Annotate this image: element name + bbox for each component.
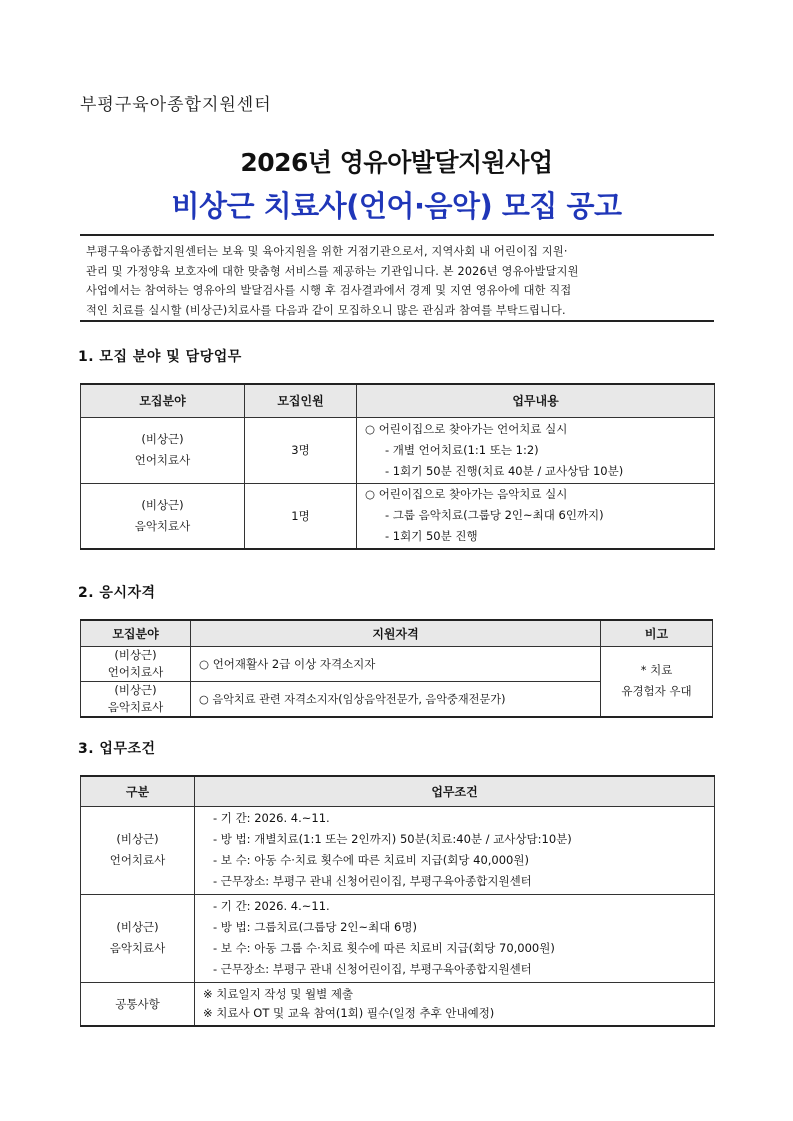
title-line-1: 2026년 영유아발달지원사업 [240,148,553,177]
recruit-duties-cell [357,417,715,483]
conditions-label-common: 공통사항 [81,982,195,1026]
qualification-table [80,619,713,718]
conditions-items-cell [195,894,715,982]
field-line: 음악치료사 [107,699,164,714]
conditions-label-cell [81,894,195,982]
header-qualification: 지원자격 [191,620,601,646]
qualification-text: ○ 음악치료 관련 자격소지자(임상음악전문가, 음악중재전문가) [191,681,601,717]
qualification-header-row [81,620,713,646]
recruit-table [80,383,715,550]
duty-item: ○ 어린이집으로 찾아가는 음악치료 실시 [365,487,568,502]
duty-item: - 1회기 50분 진행(치료 40분 / 교사상담 10분) [385,463,624,478]
field-line: (비상근) [114,682,157,697]
duty-item: ○ 어린이집으로 찾아가는 언어치료 실시 [365,421,568,436]
label-line: (비상근) [116,832,159,846]
conditions-row-common [81,982,715,1026]
duty-item: - 그룹 음악치료(그룹당 2인~최대 6인까지) [385,508,604,523]
note-line: 유경험자 우대 [621,684,692,698]
field-line: (비상근) [141,432,184,446]
recruit-row-speech [81,417,715,483]
condition-item: ※ 치료사 OT 및 교육 참여(1회) 필수(일정 추후 안내예정) [203,1005,495,1020]
header-count: 모집인원 [245,384,357,417]
label-line: (비상근) [116,920,159,934]
condition-item: - 근무장소: 부평구 관내 신청어린이집, 부평구육아종합지원센터 [213,874,532,888]
condition-item: - 보 수: 아동 수·치료 횟수에 따른 치료비 지급(회당 40,000원) [213,853,529,867]
label-line: 음악치료사 [109,941,166,955]
recruit-field-cell [81,483,245,549]
section1-heading: 1. 모집 분야 및 담당업무 [78,349,242,365]
qualification-field-cell [81,681,191,717]
conditions-items-cell [195,806,715,894]
condition-item: - 기 간: 2026. 4.~11. [213,811,330,825]
conditions-items-cell [195,982,715,1026]
conditions-row-music [81,894,715,982]
conditions-table [80,775,715,1027]
conditions-row-speech [81,806,715,894]
section2-heading: 2. 응시자격 [78,585,156,601]
header-conditions: 업무조건 [195,776,715,806]
field-line: 언어치료사 [107,664,164,679]
recruit-duties-cell [357,483,715,549]
condition-item: - 방 법: 개별치료(1:1 또는 2인까지) 50분(치료:40분 / 교사상담:10분) [213,832,572,846]
header-field: 모집분야 [81,384,245,417]
recruit-count: 1명 [245,483,357,549]
recruit-field-cell [81,417,245,483]
field-line: 음악치료사 [134,518,191,533]
header-field: 모집분야 [81,620,191,646]
condition-item: ※ 치료일지 작성 및 월별 제출 [203,986,354,1001]
duty-item: - 개별 언어치료(1:1 또는 1:2) [385,442,539,457]
duty-item: - 1회기 50분 진행 [385,529,478,544]
label-line: 언어치료사 [109,853,166,867]
intro-text: 부평구육아종합지원센터는 보육 및 육아지원을 위한 거점기관으로서, 지역사회 내 어린이집 지원· 관리 및 가정양육 보호자에 대한 맞춤형 서비스를 제공하는 기관입니다. 본 2026년 영유아발달지원 사업에서는 참여하는 영유아의 발달검사를 시행 후 검사결과에서 경계 및 지연 영유아에 대한 직접 적인 치료를 실시할 (비상근)치료사를 다음과 같이 모집하오니 많은 관심과 참여를 부탁드립니다. [86,245,579,317]
recruit-header-row [81,384,715,417]
condition-item: - 기 간: 2026. 4.~11. [213,899,330,913]
qualification-note-cell [601,646,713,717]
conditions-label-cell [81,806,195,894]
title-line-2: 비상근 치료사(언어·음악) 모집 공고 [171,189,622,223]
qualification-text: ○ 언어재활사 2급 이상 자격소지자 [191,646,601,681]
note-line: * 치료 [640,663,673,677]
field-line: (비상근) [114,647,157,662]
intro-box [80,234,714,322]
qualification-row-speech [81,646,713,681]
recruit-count: 3명 [245,417,357,483]
recruit-row-music [81,483,715,549]
header-category: 구분 [81,776,195,806]
field-line: (비상근) [141,497,184,512]
header-note: 비고 [601,620,713,646]
section3-heading: 3. 업무조건 [78,741,156,757]
organization-name: 부평구육아종합지원센터 [80,95,272,115]
conditions-header-row [81,776,715,806]
field-line: 언어치료사 [134,453,191,467]
condition-item: - 방 법: 그룹치료(그룹당 2인~최대 6명) [213,920,417,934]
condition-item: - 근무장소: 부평구 관내 신청어린이집, 부평구육아종합지원센터 [213,962,532,976]
header-duties: 업무내용 [357,384,715,417]
qualification-field-cell [81,646,191,681]
condition-item: - 보 수: 아동 그룹 수·치료 횟수에 따른 치료비 지급(회당 70,000원) [213,941,555,955]
